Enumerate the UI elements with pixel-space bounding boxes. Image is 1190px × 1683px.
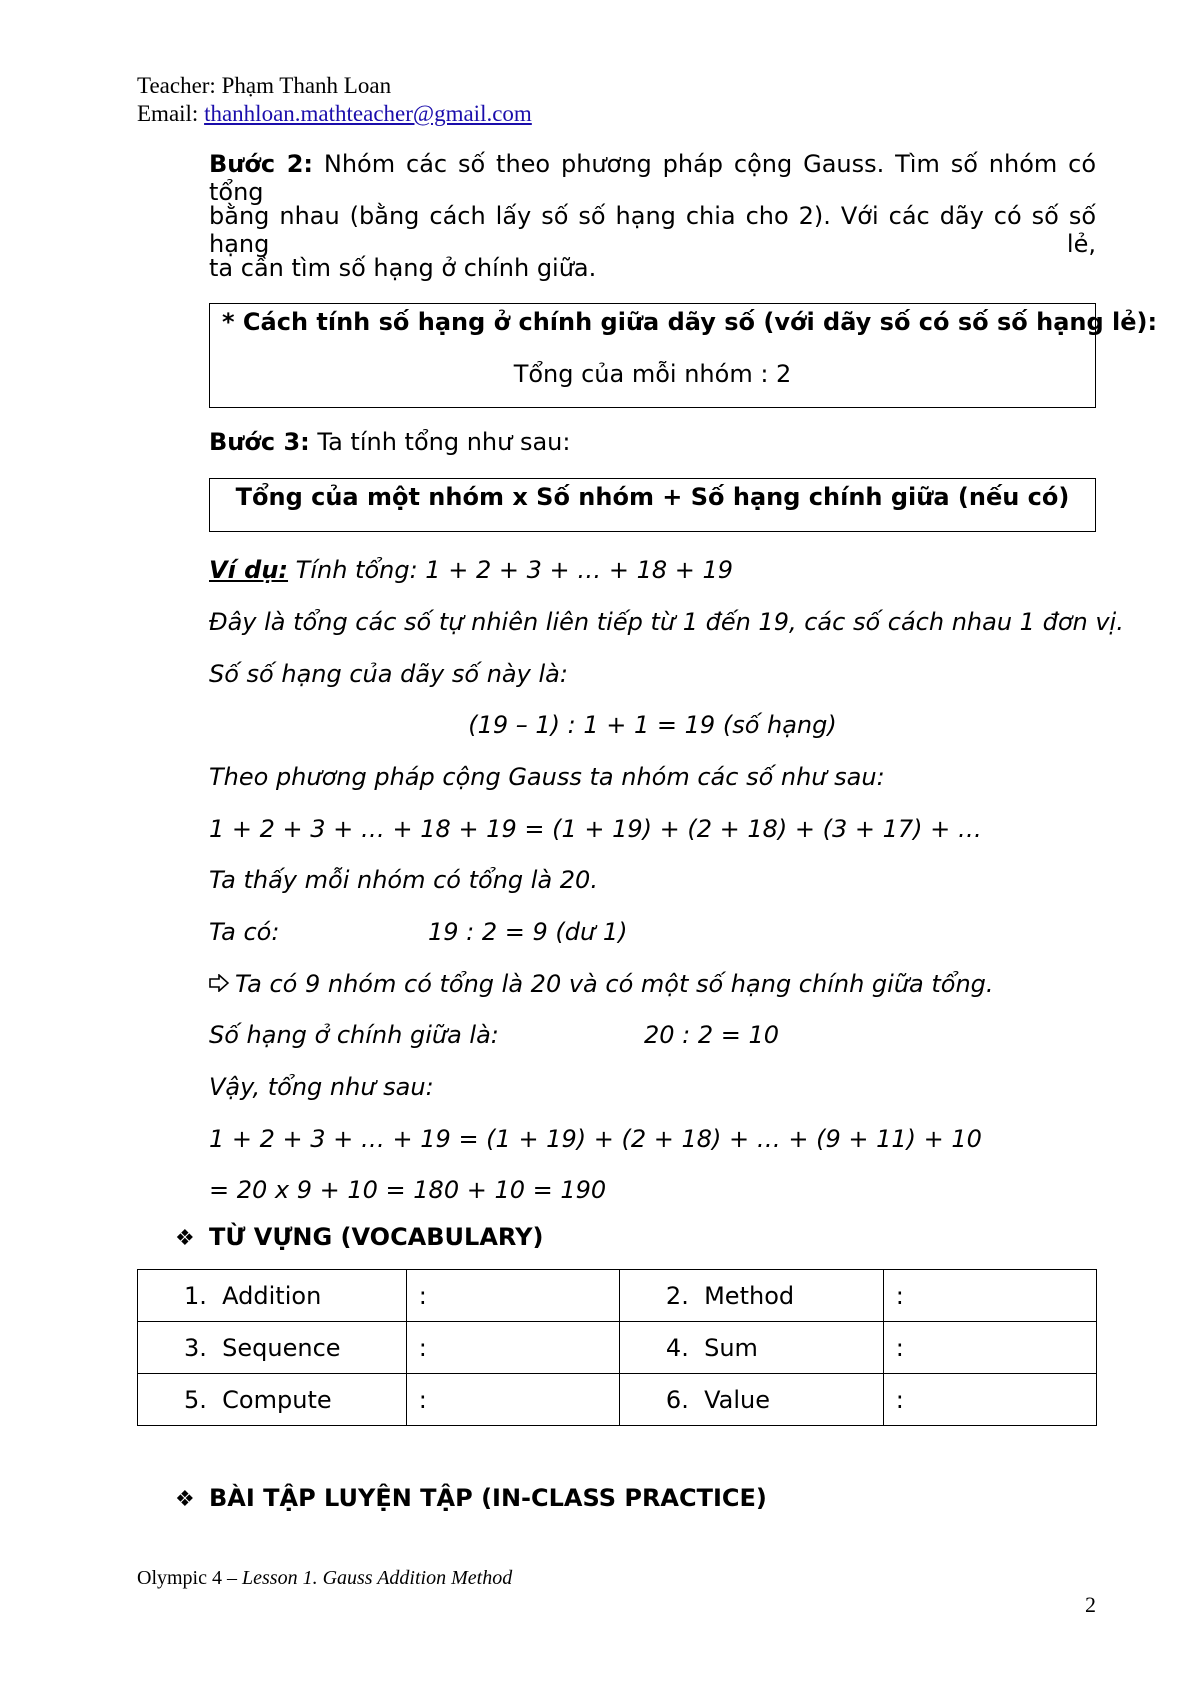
vocab-meaning-field[interactable]: : xyxy=(883,1270,1096,1322)
page-header xyxy=(137,72,532,128)
vocab-meaning-field[interactable]: : xyxy=(883,1374,1096,1426)
vocab-term: 5. Compute xyxy=(138,1374,407,1426)
example-line1: Đây là tổng các số tự nhiên liên tiếp từ 1 đến 19, các số cách nhau 1 đơn vị. xyxy=(209,608,1124,636)
vocab-meaning-field[interactable]: : xyxy=(406,1270,619,1322)
vocab-meaning-field[interactable]: : xyxy=(406,1374,619,1426)
email-label: Email: xyxy=(137,101,205,126)
vocab-row xyxy=(138,1270,1097,1322)
odd-middle-formula: Tổng của mỗi nhóm : 2 xyxy=(513,360,792,388)
vocab-term: 2. Method xyxy=(619,1270,883,1322)
step3-label: Bước 3: xyxy=(209,428,310,456)
email-line xyxy=(137,100,532,128)
example-line4: Theo phương pháp cộng Gauss ta nhóm các số như sau: xyxy=(209,763,885,791)
vocab-term: 6. Value xyxy=(619,1374,883,1426)
step2-line3: ta cần tìm số hạng ở chính giữa. xyxy=(209,254,597,282)
footer-course: Olympic 4 xyxy=(137,1567,222,1589)
example-line2: Số số hạng của dãy số này là: xyxy=(209,660,568,688)
example-line8: Ta có 9 nhóm có tổng là 20 và có một số hạng chính giữa tổng. xyxy=(209,970,994,998)
vocab-row xyxy=(138,1322,1097,1374)
diamond-bullet-icon: ❖ xyxy=(175,1487,195,1512)
example-term-count: (19 – 1) : 1 + 1 = 19 (số hạng) xyxy=(468,711,837,739)
example-line7: Ta có: 19 : 2 = 9 (dư 1) xyxy=(209,918,628,946)
teacher-name: Teacher: Phạm Thanh Loan xyxy=(137,73,392,98)
example-line10: Vậy, tổng như sau: xyxy=(209,1073,434,1101)
odd-middle-box xyxy=(209,303,1158,408)
vocab-row xyxy=(138,1374,1097,1426)
sum-formula-box xyxy=(209,478,1096,532)
practice-heading: ❖ BÀI TẬP LUYỆN TẬP (IN-CLASS PRACTICE) xyxy=(175,1484,767,1512)
step2-label: Bước 2: xyxy=(209,150,313,178)
step2-line1: Bước 2: Nhóm các số theo phương pháp cộng Gauss. Tìm số nhóm có tổng xyxy=(209,150,1097,206)
odd-middle-title: * Cách tính số hạng ở chính giữa dãy số (với dãy số có số số hạng lẻ): xyxy=(222,308,1158,336)
vocab-heading: ❖ TỪ VỰNG (VOCABULARY) xyxy=(175,1223,544,1251)
example-label: Ví dụ: xyxy=(209,556,289,584)
vocab-term: 4. Sum xyxy=(619,1322,883,1374)
arrow-right-icon xyxy=(209,970,235,998)
example-line6: Ta thấy mỗi nhóm có tổng là 20. xyxy=(209,866,598,894)
step2-line2: bằng nhau (bằng cách lấy số số hạng chia cho 2). Với các dãy có số số hạng lẻ, xyxy=(209,202,1096,258)
vocab-table xyxy=(137,1269,1097,1426)
vocab-term: 3. Sequence xyxy=(138,1322,407,1374)
page-footer: Olympic 4 – Lesson 1. Gauss Addition Method xyxy=(137,1567,513,1589)
diamond-bullet-icon: ❖ xyxy=(175,1226,195,1251)
vocab-meaning-field[interactable]: : xyxy=(406,1322,619,1374)
example-result: = 20 x 9 + 10 = 180 + 10 = 190 xyxy=(209,1176,607,1204)
step3-line: Bước 3: Ta tính tổng như sau: xyxy=(209,428,571,456)
vocab-meaning-field[interactable]: : xyxy=(883,1322,1096,1374)
example-task: Ví dụ: Tính tổng: 1 + 2 + 3 + … + 18 + 19 xyxy=(209,556,734,584)
example-line11: 1 + 2 + 3 + … + 19 = (1 + 19) + (2 + 18) + … + (9 + 11) + 10 xyxy=(209,1125,982,1153)
email-link[interactable]: thanhloan.mathteacher@gmail.com xyxy=(204,101,532,126)
sum-formula: Tổng của một nhóm x Số nhóm + Số hạng chính giữa (nếu có) xyxy=(235,483,1070,511)
example-line9: Số hạng ở chính giữa là: 20 : 2 = 10 xyxy=(209,1021,780,1049)
example-grouping: 1 + 2 + 3 + … + 18 + 19 = (1 + 19) + (2 + 18) + (3 + 17) + … xyxy=(209,815,982,843)
vocab-term: 1. Addition xyxy=(138,1270,407,1322)
page-number: 2 xyxy=(1085,1592,1096,1617)
footer-lesson: Lesson 1. Gauss Addition Method xyxy=(242,1567,513,1589)
